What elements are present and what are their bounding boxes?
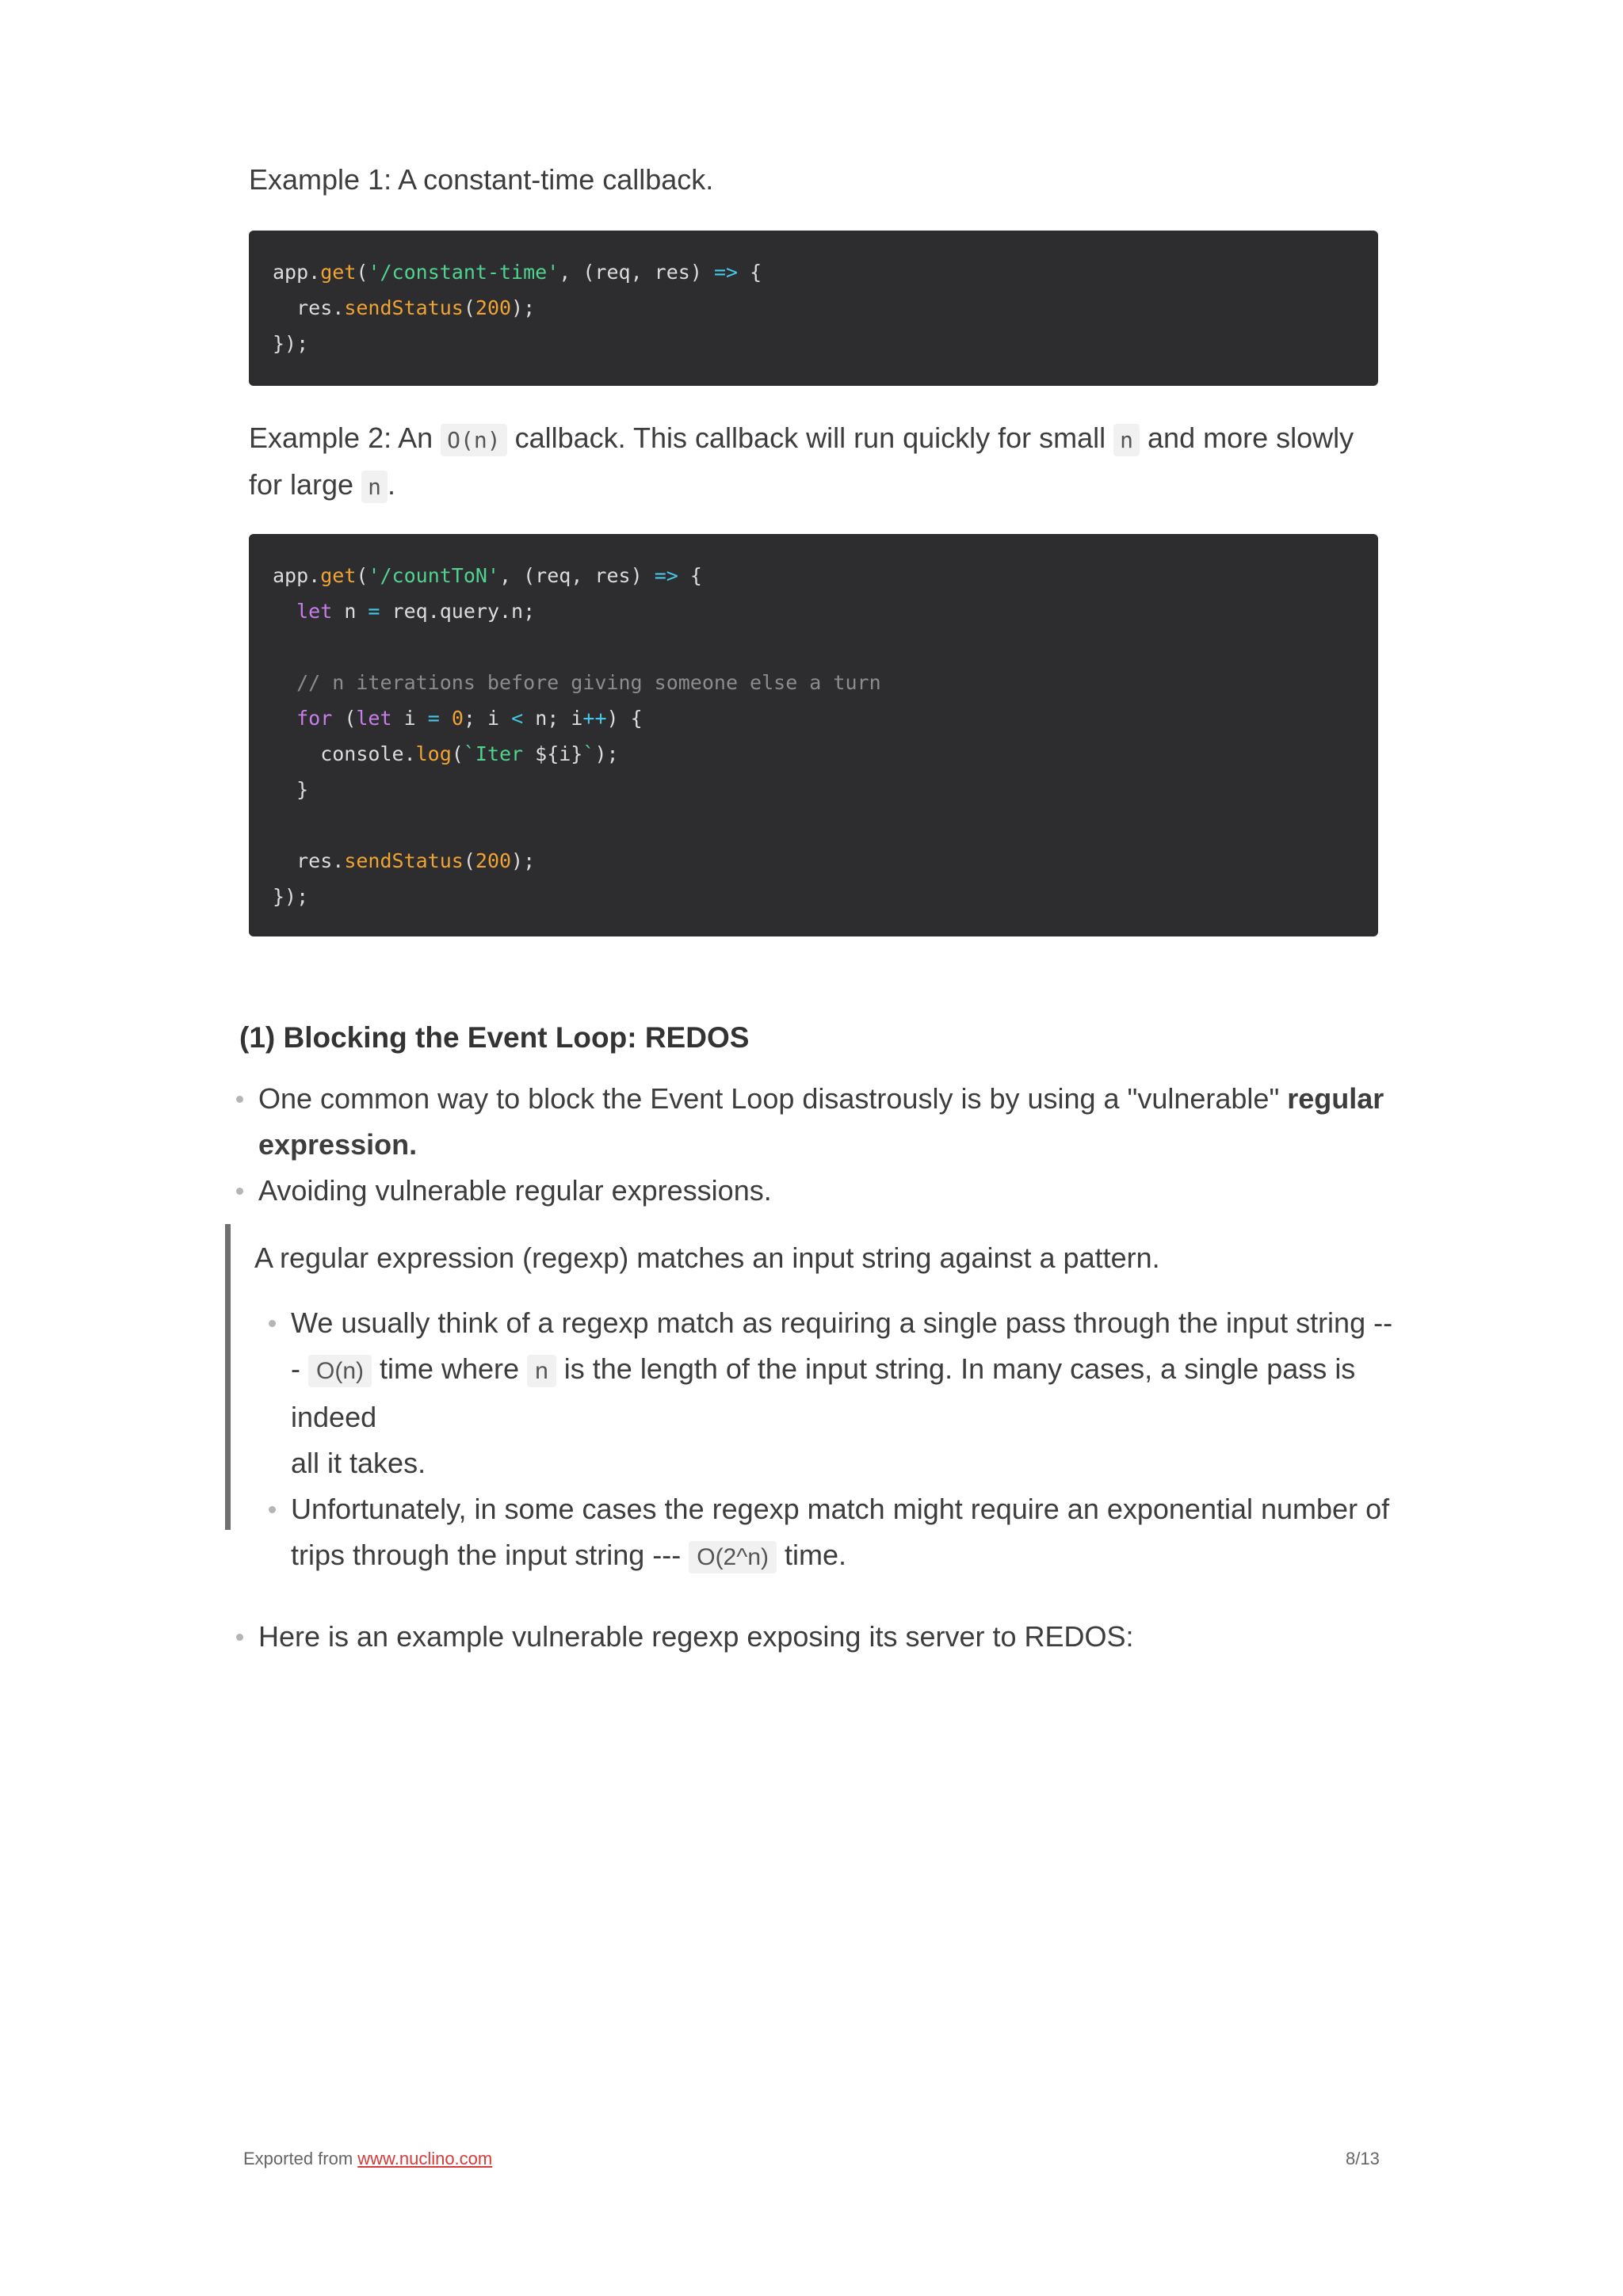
footer-export: Exported from www.nuclino.com xyxy=(243,2149,493,2168)
blockquote-paragraph: A regular expression (regexp) matches an input string against a pattern. xyxy=(254,1241,1160,1274)
list-item: Here is an example vulnerable regexp exposing its server to REDOS: xyxy=(230,1614,1387,1660)
code-line: app.get('/countToN', (req, res) => { xyxy=(273,564,702,587)
inline-code: n xyxy=(1113,424,1140,456)
page-number: 8/13 xyxy=(1346,2149,1380,2168)
code-line: for (let i = 0; i < n; i++) { xyxy=(296,707,643,730)
code-line: console.log(`Iter ${i}`); xyxy=(273,742,619,765)
code-line: res.sendStatus(200); xyxy=(273,849,536,872)
inline-code: O(n) xyxy=(308,1355,372,1387)
section-heading: (1) Blocking the Event Loop: REDOS xyxy=(239,1021,750,1054)
bullet-dot xyxy=(269,1506,276,1513)
bullet-dot xyxy=(236,1096,243,1103)
code-line: let n = req.query.n; xyxy=(296,600,536,623)
inline-code: O(2^n) xyxy=(689,1541,777,1573)
list-item: We usually think of a regexp match as requiring a single pass through the input string -- - O(n) time where n is the length of the input string. In many cases, a single pass is indeed all it takes. xyxy=(262,1300,1403,1486)
bullet-dot xyxy=(236,1634,243,1641)
nuclino-link[interactable]: www.nuclino.com xyxy=(357,2149,493,2168)
inline-code: n xyxy=(361,471,388,503)
code-comment: // n iterations before giving someone else a turn xyxy=(273,671,881,694)
code-line: app.get('/constant-time', (req, res) => { xyxy=(273,261,762,284)
code-line-blank xyxy=(273,807,1354,843)
code-line: }); xyxy=(273,332,309,355)
list-item: One common way to block the Event Loop disastrously is by using a "vulnerable" regular expression. xyxy=(230,1076,1387,1168)
code-line: } xyxy=(273,778,309,801)
code-block-count-to-n xyxy=(249,534,1378,936)
example-2-text: Example 2: An O(n) callback. This callback will run quickly for small n and more slowly for large n . xyxy=(249,416,1382,509)
bullet-dot xyxy=(236,1188,243,1195)
bullet-list xyxy=(230,1614,1387,1660)
code-line: }); xyxy=(273,885,309,908)
list-item: Unfortunately, in some cases the regexp match might require an exponential number of trips through the input string --- O(2^n) time. xyxy=(262,1486,1403,1581)
code-block-constant-time xyxy=(249,231,1378,386)
inline-code: O(n) xyxy=(441,424,506,456)
example-1-text: Example 1: A constant-time callback. xyxy=(249,163,714,196)
list-item: Avoiding vulnerable regular expressions. xyxy=(230,1168,1387,1214)
bullet-list xyxy=(230,1076,1387,1214)
code-line: res.sendStatus(200); xyxy=(273,296,536,319)
bullet-dot xyxy=(269,1320,276,1327)
inline-code: n xyxy=(527,1355,556,1387)
code-line-blank xyxy=(273,629,1354,665)
blockquote-list xyxy=(262,1300,1403,1581)
blockquote xyxy=(225,1224,1403,1571)
